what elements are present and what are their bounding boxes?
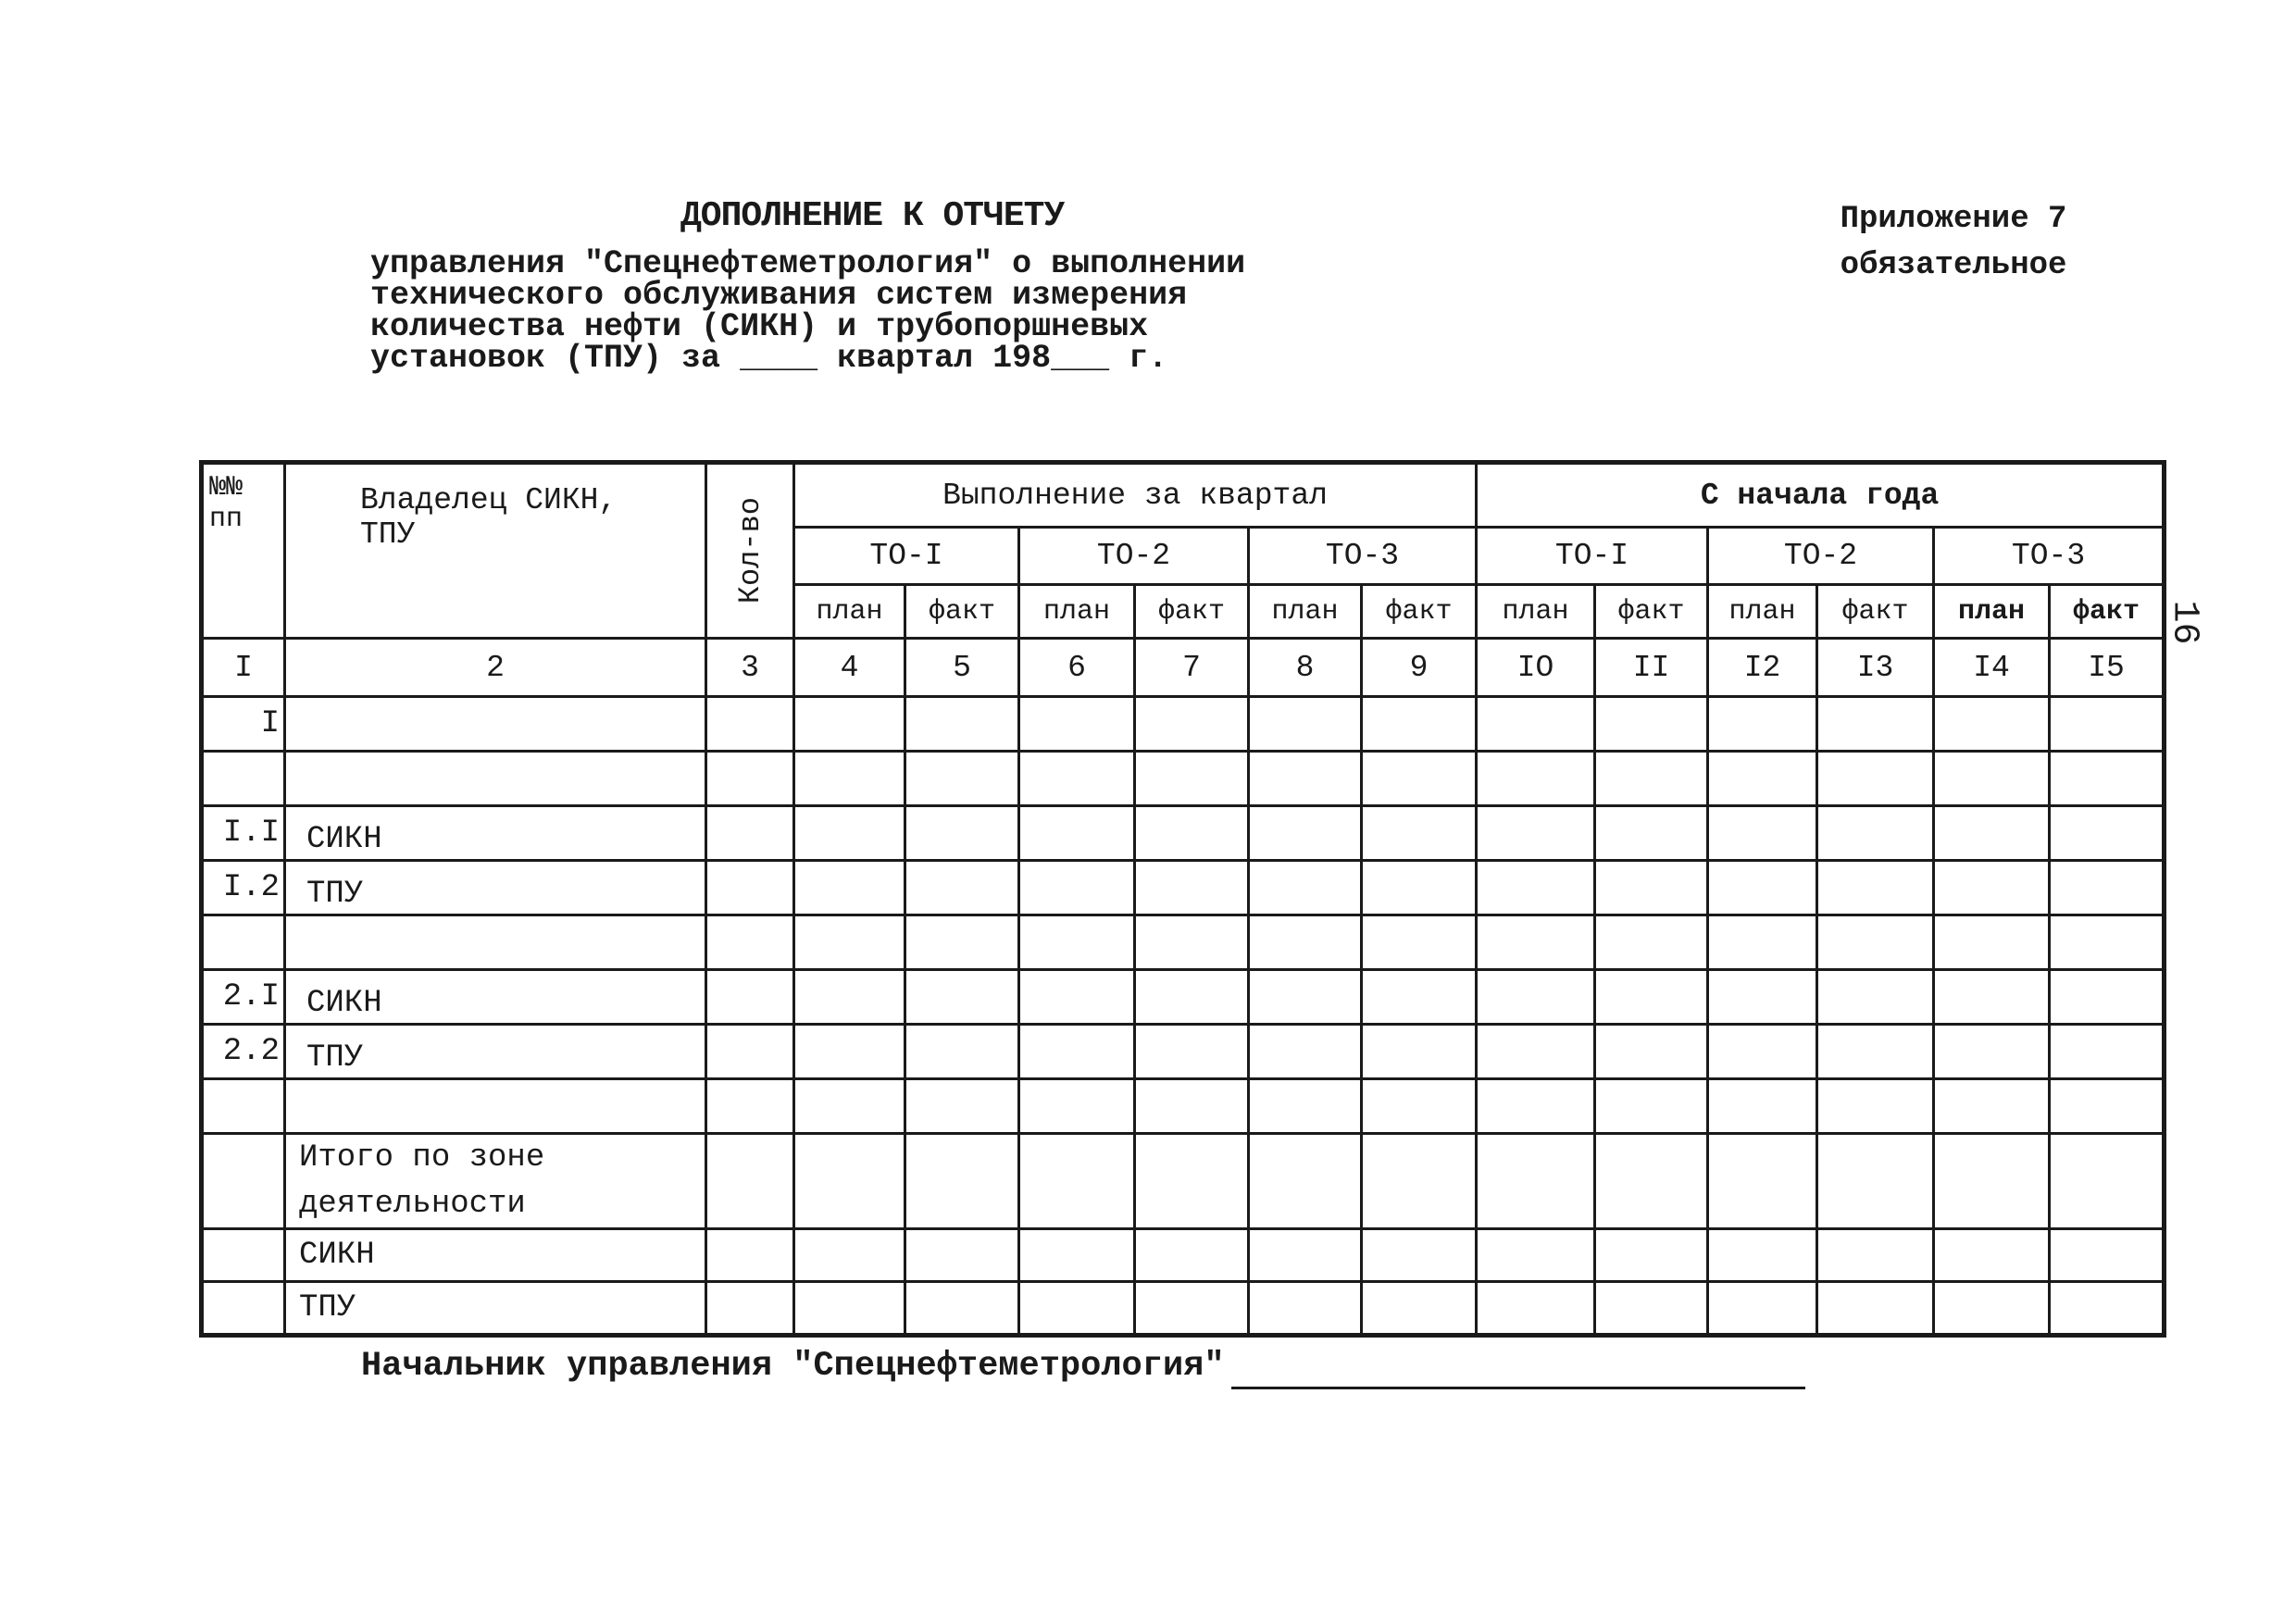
data-cell[interactable]: [1019, 970, 1135, 1025]
data-cell[interactable]: [905, 1134, 1019, 1229]
data-cell[interactable]: [1817, 1282, 1934, 1336]
column-number-row: [202, 639, 2165, 697]
data-cell[interactable]: [794, 1134, 905, 1229]
data-cell[interactable]: [1249, 697, 1362, 752]
data-cell[interactable]: [1249, 806, 1362, 861]
data-cell[interactable]: [1019, 915, 1135, 970]
data-cell[interactable]: [1019, 1025, 1135, 1079]
data-cell[interactable]: [1595, 915, 1708, 970]
data-cell[interactable]: [1708, 1229, 1817, 1282]
data-cell[interactable]: [706, 1282, 794, 1336]
data-cell[interactable]: [1477, 1282, 1595, 1336]
data-cell[interactable]: [905, 1025, 1019, 1079]
data-cell[interactable]: [1249, 915, 1362, 970]
data-cell[interactable]: [905, 806, 1019, 861]
data-cell[interactable]: [1934, 806, 2050, 861]
row-code: [202, 1282, 285, 1336]
data-cell[interactable]: [1019, 697, 1135, 752]
plan-header: план: [1249, 585, 1362, 639]
column-number: 2: [285, 639, 706, 697]
plan-header: план: [1708, 585, 1817, 639]
data-cell[interactable]: [1708, 1079, 1817, 1134]
data-cell[interactable]: [1477, 1079, 1595, 1134]
data-cell[interactable]: [1708, 970, 1817, 1025]
data-cell[interactable]: [1595, 697, 1708, 752]
data-cell[interactable]: [1019, 1079, 1135, 1134]
data-cell[interactable]: [905, 1079, 1019, 1134]
data-cell[interactable]: [794, 697, 905, 752]
data-cell[interactable]: [1135, 1229, 1249, 1282]
data-cell[interactable]: [2050, 806, 2165, 861]
header-row-1: [202, 463, 2165, 528]
data-cell[interactable]: [1595, 861, 1708, 915]
data-cell[interactable]: [905, 697, 1019, 752]
data-cell[interactable]: [905, 1229, 1019, 1282]
data-cell[interactable]: [1708, 752, 1817, 806]
data-cell[interactable]: [1477, 1229, 1595, 1282]
data-cell[interactable]: [1249, 1282, 1362, 1336]
data-cell[interactable]: [1135, 1025, 1249, 1079]
row-owner: ТПУ: [285, 1025, 706, 1079]
data-cell[interactable]: [706, 915, 794, 970]
column-number: I4: [1934, 639, 2050, 697]
q-to1-header: ТО-I: [794, 528, 1019, 585]
data-cell[interactable]: [1595, 1134, 1708, 1229]
data-cell[interactable]: [1249, 1134, 1362, 1229]
total-label: Итого по зоне деятельности: [285, 1134, 706, 1229]
data-cell[interactable]: [1019, 1229, 1135, 1282]
column-number: IO: [1477, 639, 1595, 697]
fact-header: факт: [1817, 585, 1934, 639]
data-cell[interactable]: [1477, 697, 1595, 752]
data-cell[interactable]: [794, 1079, 905, 1134]
data-cell[interactable]: [1817, 1079, 1934, 1134]
plan-header: план: [1477, 585, 1595, 639]
total-tpu-label: ТПУ: [285, 1282, 706, 1336]
data-cell[interactable]: [1595, 1025, 1708, 1079]
data-cell[interactable]: [2050, 697, 2165, 752]
data-cell[interactable]: [1934, 1134, 2050, 1229]
data-cell[interactable]: [706, 1079, 794, 1134]
data-cell[interactable]: [1708, 1025, 1817, 1079]
column-number: 8: [1249, 639, 1362, 697]
data-cell[interactable]: [1934, 1025, 2050, 1079]
data-cell[interactable]: [2050, 1282, 2165, 1336]
data-cell[interactable]: [2050, 970, 2165, 1025]
row-code: [202, 752, 285, 806]
data-cell[interactable]: [1817, 915, 1934, 970]
data-cell[interactable]: [1708, 1282, 1817, 1336]
data-cell[interactable]: [706, 1134, 794, 1229]
y-to3-header: ТО-3: [1934, 528, 2165, 585]
total-row: [202, 1134, 2165, 1229]
row-code: [202, 1229, 285, 1282]
column-number: 3: [706, 639, 794, 697]
appendix-label: [1815, 196, 2092, 289]
data-cell[interactable]: [1135, 970, 1249, 1025]
data-cell[interactable]: [1817, 1025, 1934, 1079]
table-row: [202, 697, 2165, 752]
data-cell[interactable]: [1362, 1134, 1477, 1229]
data-cell[interactable]: [1477, 806, 1595, 861]
row-owner: [285, 915, 706, 970]
data-cell[interactable]: [1934, 861, 2050, 915]
data-cell[interactable]: [1362, 806, 1477, 861]
document-title: ДОПОЛНЕНИЕ К ОТЧЕТУ: [680, 196, 1065, 236]
data-cell[interactable]: [1249, 861, 1362, 915]
data-cell[interactable]: [1934, 1282, 2050, 1336]
plan-header: план: [794, 585, 905, 639]
data-cell[interactable]: [1362, 697, 1477, 752]
document-subtitle: управления "Спецнефтеметрология" о выполнении технического обслуживания систем измерения количества нефти (СИКН) и трубопоршневых установок (ТПУ) за ____ квартал 198___ г.: [370, 245, 1246, 377]
data-cell[interactable]: [1135, 752, 1249, 806]
q-to3-header: ТО-3: [1249, 528, 1477, 585]
data-cell[interactable]: [1934, 1229, 2050, 1282]
fact-header: факт: [1595, 585, 1708, 639]
data-cell[interactable]: [1934, 1079, 2050, 1134]
data-cell[interactable]: [1362, 1079, 1477, 1134]
data-cell[interactable]: [905, 915, 1019, 970]
data-cell[interactable]: [706, 1229, 794, 1282]
data-cell[interactable]: [1817, 970, 1934, 1025]
data-cell[interactable]: [706, 970, 794, 1025]
data-cell[interactable]: [706, 1025, 794, 1079]
fact-header: факт: [1362, 585, 1477, 639]
data-cell[interactable]: [1477, 1134, 1595, 1229]
data-cell[interactable]: [1019, 1134, 1135, 1229]
data-cell[interactable]: [706, 861, 794, 915]
column-number: 7: [1135, 639, 1249, 697]
column-number: 6: [1019, 639, 1135, 697]
plan-header: план: [1019, 585, 1135, 639]
data-cell[interactable]: [794, 970, 905, 1025]
data-cell[interactable]: [1135, 861, 1249, 915]
row-owner: [285, 1079, 706, 1134]
data-cell[interactable]: [2050, 861, 2165, 915]
data-cell[interactable]: [1362, 970, 1477, 1025]
data-cell[interactable]: [1249, 1079, 1362, 1134]
total-row-tpu: [202, 1282, 2165, 1336]
data-cell[interactable]: [1934, 697, 2050, 752]
data-cell[interactable]: [1362, 1229, 1477, 1282]
row-code: I.2: [202, 861, 285, 915]
data-cell[interactable]: [2050, 1025, 2165, 1079]
row-code: I: [202, 697, 285, 752]
table-row: [202, 861, 2165, 915]
data-cell[interactable]: [1708, 1134, 1817, 1229]
column-number: I2: [1708, 639, 1817, 697]
table-row: [202, 1025, 2165, 1079]
fact-header: факт: [905, 585, 1019, 639]
data-cell[interactable]: [2050, 1229, 2165, 1282]
table-row: [202, 915, 2165, 970]
appendix-number: Приложение 7: [1840, 202, 2067, 237]
data-cell[interactable]: [794, 752, 905, 806]
data-cell[interactable]: [794, 1229, 905, 1282]
data-cell[interactable]: [905, 752, 1019, 806]
data-cell[interactable]: [1595, 1229, 1708, 1282]
data-cell[interactable]: [1595, 806, 1708, 861]
data-cell[interactable]: [1135, 806, 1249, 861]
table-row: [202, 970, 2165, 1025]
data-cell[interactable]: [1817, 752, 1934, 806]
data-cell[interactable]: [794, 861, 905, 915]
data-cell[interactable]: [1249, 752, 1362, 806]
y-to1-header: ТО-I: [1477, 528, 1708, 585]
data-cell[interactable]: [905, 970, 1019, 1025]
y-to2-header: ТО-2: [1708, 528, 1934, 585]
data-cell[interactable]: [1595, 752, 1708, 806]
row-owner: [285, 752, 706, 806]
row-code: 2.I: [202, 970, 285, 1025]
data-cell[interactable]: [1249, 1025, 1362, 1079]
data-cell[interactable]: [1477, 861, 1595, 915]
data-cell[interactable]: [2050, 1134, 2165, 1229]
data-cell[interactable]: [1477, 1025, 1595, 1079]
col-num-header: №№ пп: [202, 463, 285, 639]
data-cell[interactable]: [1817, 697, 1934, 752]
data-cell[interactable]: [1595, 1282, 1708, 1336]
data-cell[interactable]: [1362, 861, 1477, 915]
signature-label: Начальник управления "Спецнефтеметрология": [361, 1347, 1225, 1386]
data-cell[interactable]: [1135, 1134, 1249, 1229]
data-cell[interactable]: [1595, 970, 1708, 1025]
data-cell[interactable]: [794, 1282, 905, 1336]
col-qty-label: Кол-во: [732, 497, 767, 604]
data-cell[interactable]: [1817, 1134, 1934, 1229]
data-cell[interactable]: [1135, 697, 1249, 752]
data-cell[interactable]: [905, 861, 1019, 915]
data-cell[interactable]: [1019, 1282, 1135, 1336]
data-cell[interactable]: [1817, 1229, 1934, 1282]
data-cell[interactable]: [1708, 915, 1817, 970]
table-row: [202, 806, 2165, 861]
data-cell[interactable]: [1362, 752, 1477, 806]
data-cell[interactable]: [2050, 915, 2165, 970]
data-cell[interactable]: [1708, 861, 1817, 915]
row-owner: СИКН: [285, 970, 706, 1025]
data-cell[interactable]: [1362, 915, 1477, 970]
row-owner: СИКН: [285, 806, 706, 861]
data-cell[interactable]: [794, 1025, 905, 1079]
data-cell[interactable]: [1477, 915, 1595, 970]
data-cell[interactable]: [794, 806, 905, 861]
group-year-header: С начала года: [1477, 463, 2165, 528]
row-code: [202, 915, 285, 970]
data-cell[interactable]: [706, 697, 794, 752]
data-cell[interactable]: [1019, 806, 1135, 861]
column-number: II: [1595, 639, 1708, 697]
fact-header: факт: [2050, 585, 2165, 639]
appendix-status: обязательное: [1840, 248, 2067, 283]
column-number: 4: [794, 639, 905, 697]
data-cell[interactable]: [1019, 752, 1135, 806]
q-to2-header: ТО-2: [1019, 528, 1249, 585]
data-cell[interactable]: [1135, 1282, 1249, 1336]
data-cell[interactable]: [1934, 970, 2050, 1025]
data-cell[interactable]: [2050, 752, 2165, 806]
fact-header: факт: [1135, 585, 1249, 639]
row-code: I.I: [202, 806, 285, 861]
data-cell[interactable]: [706, 752, 794, 806]
row-owner: ТПУ: [285, 861, 706, 915]
data-cell[interactable]: [706, 806, 794, 861]
data-cell[interactable]: [1249, 1229, 1362, 1282]
data-cell[interactable]: [1135, 1079, 1249, 1134]
data-cell[interactable]: [1934, 915, 2050, 970]
row-code: [202, 1079, 285, 1134]
group-quarter-header: Выполнение за квартал: [794, 463, 1477, 528]
data-cell[interactable]: [1477, 970, 1595, 1025]
table-row: [202, 752, 2165, 806]
plan-header: план: [1934, 585, 2050, 639]
column-number: I5: [2050, 639, 2165, 697]
data-cell[interactable]: [1817, 806, 1934, 861]
column-number: I3: [1817, 639, 1934, 697]
data-cell[interactable]: [2050, 1079, 2165, 1134]
data-cell[interactable]: [1362, 1282, 1477, 1336]
data-cell[interactable]: [1708, 697, 1817, 752]
report-table: [199, 460, 2166, 1338]
column-number: 9: [1362, 639, 1477, 697]
data-cell[interactable]: [1249, 970, 1362, 1025]
data-cell[interactable]: [794, 915, 905, 970]
data-cell[interactable]: [1362, 1025, 1477, 1079]
total-row-sikn: [202, 1229, 2165, 1282]
table-row: [202, 1079, 2165, 1134]
row-code: 2.2: [202, 1025, 285, 1079]
col-owner-header: Владелец СИКН, ТПУ: [285, 463, 706, 639]
data-cell[interactable]: [905, 1282, 1019, 1336]
column-number: 5: [905, 639, 1019, 697]
signature-line: [1231, 1387, 1805, 1389]
data-cell[interactable]: [1934, 752, 2050, 806]
page-number: 16: [2163, 600, 2205, 645]
data-cell[interactable]: [1595, 1079, 1708, 1134]
data-cell[interactable]: [1019, 861, 1135, 915]
column-number: I: [202, 639, 285, 697]
data-cell[interactable]: [1135, 915, 1249, 970]
row-code: [202, 1134, 285, 1229]
data-cell[interactable]: [1477, 752, 1595, 806]
total-sikn-label: СИКН: [285, 1229, 706, 1282]
col-qty-header: [706, 463, 794, 639]
data-cell[interactable]: [1817, 861, 1934, 915]
data-cell[interactable]: [1708, 806, 1817, 861]
row-owner: [285, 697, 706, 752]
